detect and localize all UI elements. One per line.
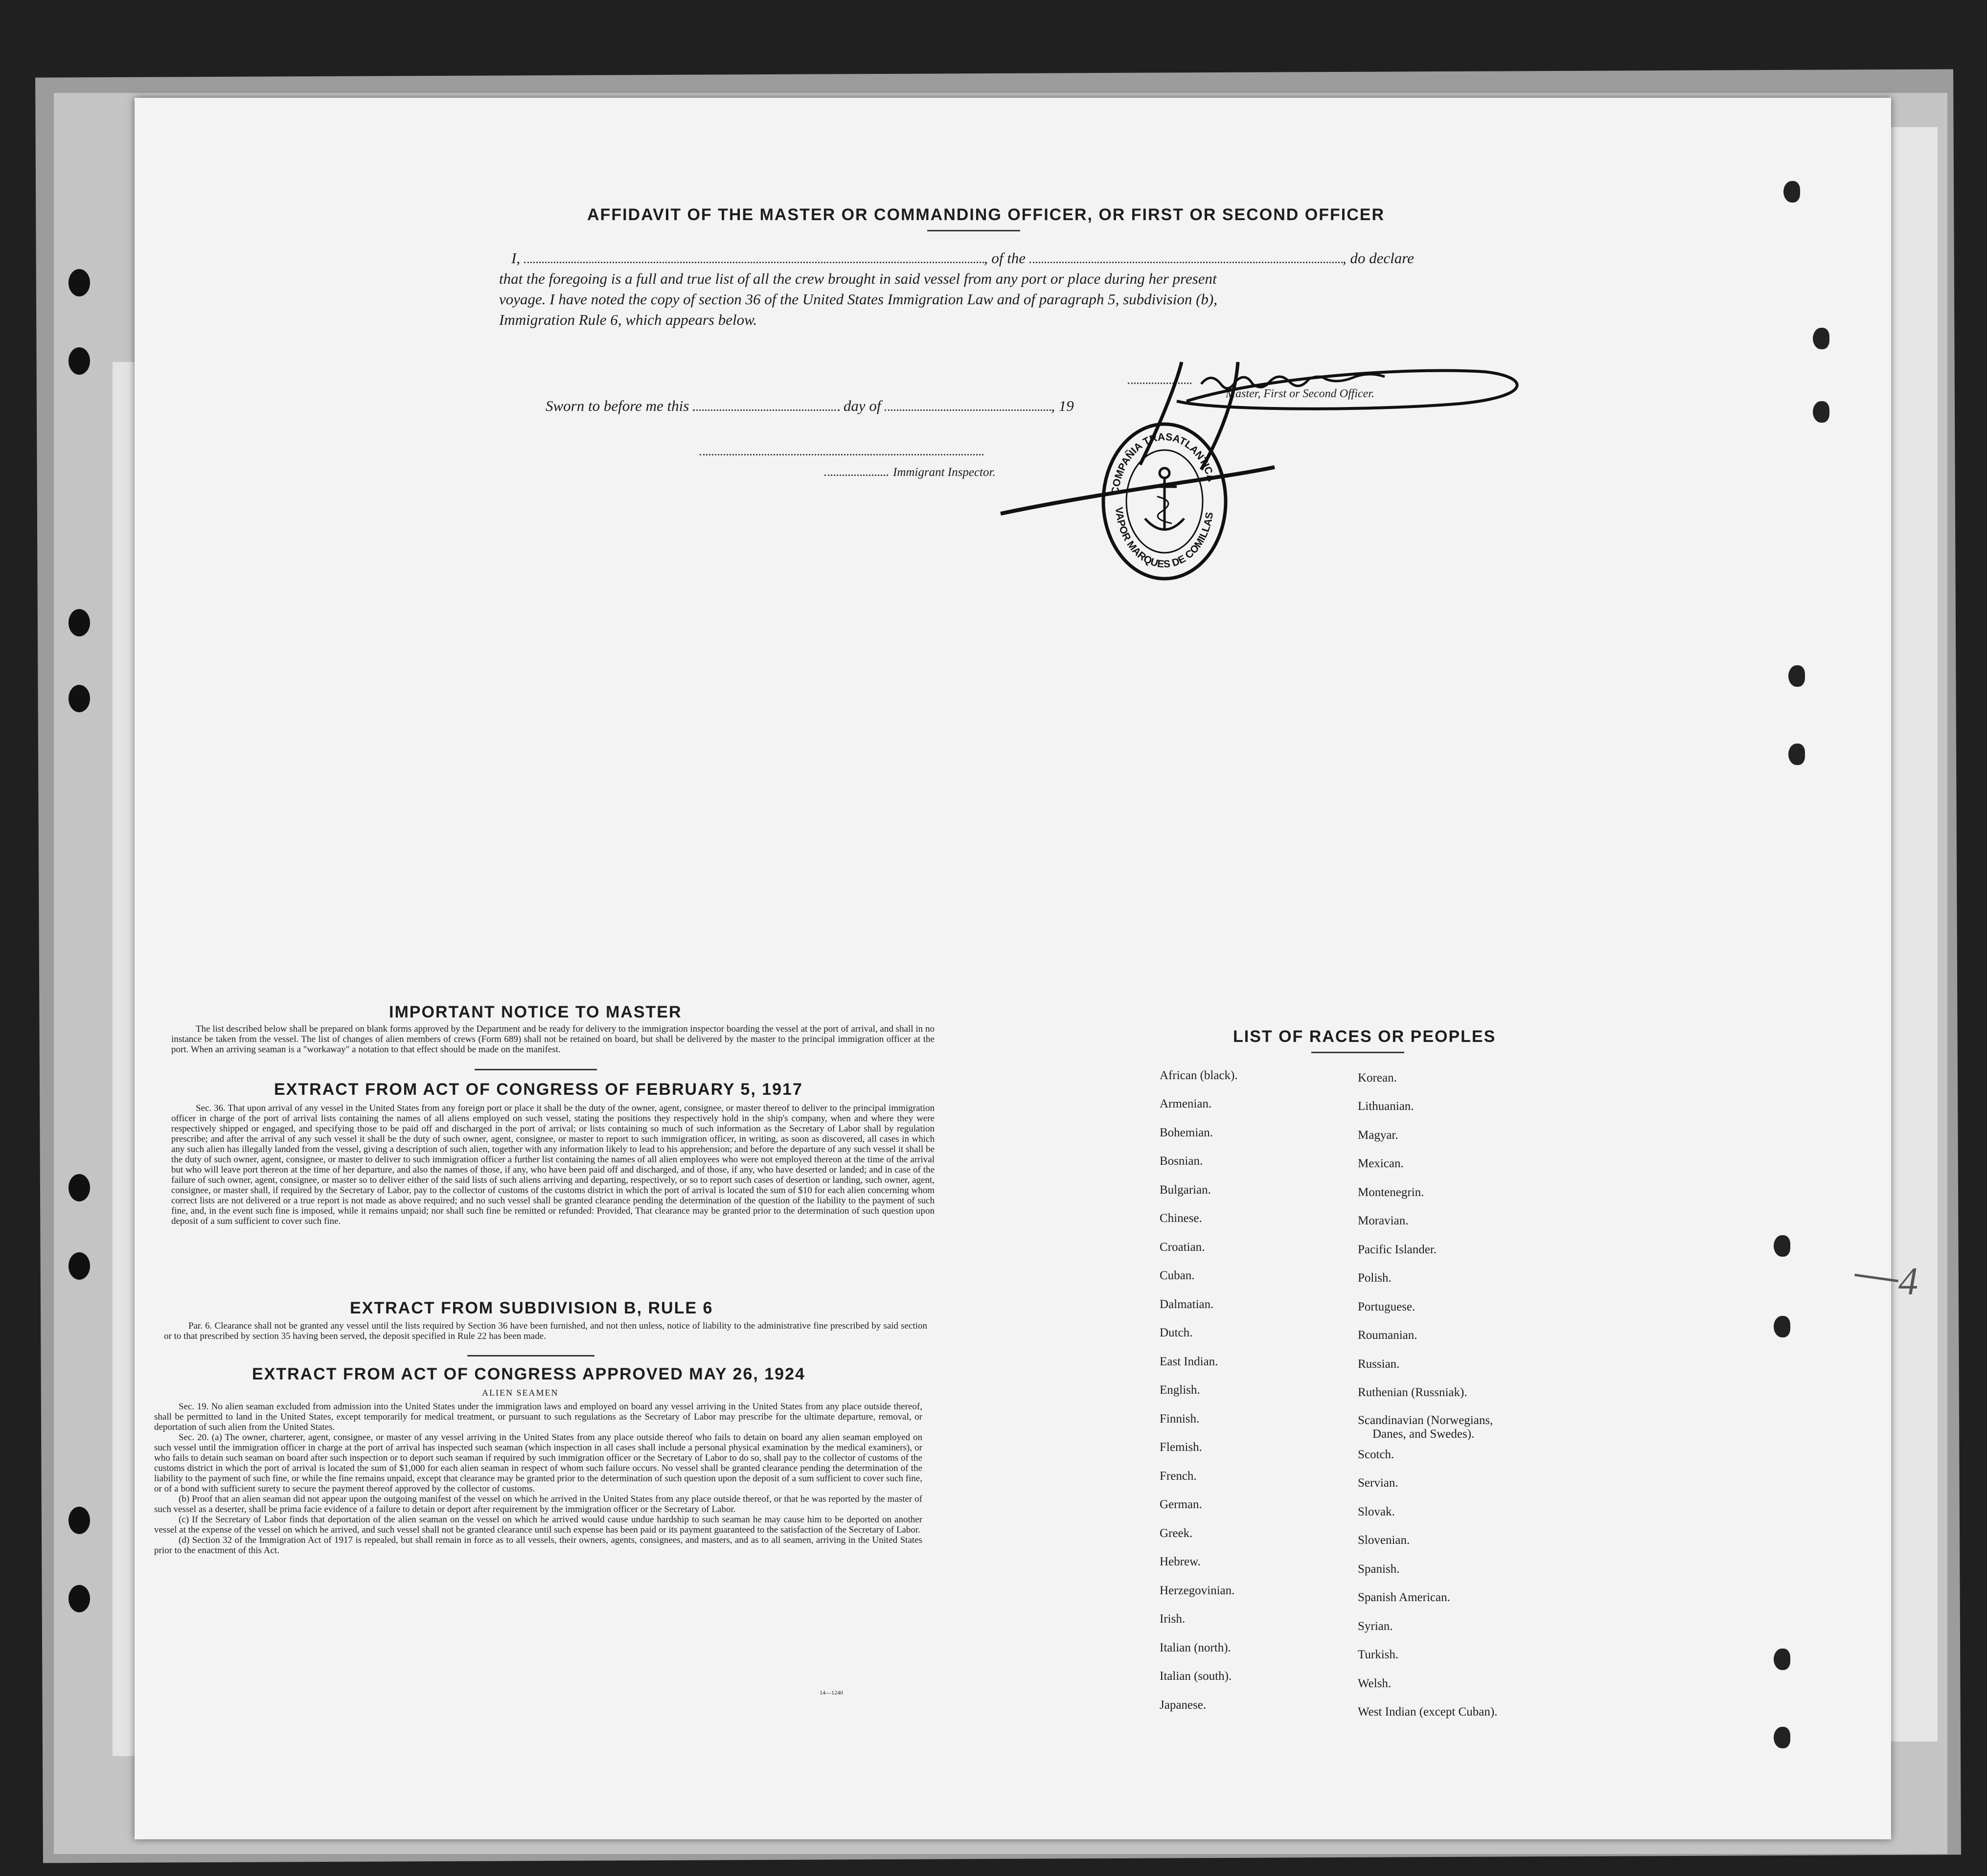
divider [475, 1069, 597, 1070]
race-item: Korean. [1358, 1071, 1397, 1085]
race-item: Armenian. [1160, 1097, 1212, 1110]
notice-title: IMPORTANT NOTICE TO MASTER [389, 1003, 682, 1021]
binder-hole [69, 1507, 90, 1534]
affidavit-of-the: , of the [983, 249, 1026, 267]
inspector-signature-line [700, 454, 983, 455]
race-item: Japanese. [1160, 1698, 1207, 1712]
binder-hole [1813, 328, 1829, 349]
race-item: East Indian. [1160, 1355, 1218, 1368]
race-item: Cuban. [1160, 1269, 1195, 1282]
binder-hole [69, 609, 90, 636]
race-item: Herzegovinian. [1160, 1584, 1235, 1597]
stamp-bottom-text: VAPOR MARQUES DE COMILLAS [1113, 506, 1216, 570]
divider [1311, 1052, 1404, 1053]
binder-hole [69, 685, 90, 712]
race-item: Welsh. [1358, 1677, 1392, 1690]
race-item: Russian. [1358, 1357, 1400, 1371]
binder-hole [1788, 744, 1805, 765]
master-label: Master, First or Second Officer. [1226, 387, 1374, 400]
race-item: Scotch. [1358, 1448, 1394, 1461]
inspector-label: Immigrant Inspector. [893, 466, 996, 479]
binder-hole [1774, 1316, 1790, 1337]
extract1-body: Sec. 36. That upon arrival of any vessel in the United States from any foreign port or place it shall be the duty of the owner, agent, consignee, or master thereof to deliver to the principal immigration officer in charge of the port of arrival lists containing the names of all aliens employed on such vessel, stating the positions they respectively hold in the ship's company, when and where they were respectively shipped or engaged, and specifying those to be paid off and discharged in the port of arrival; or lists containing so much of such information as the Secretary of Labor shall by regulation prescribe; and after the arrival of any such vessel it shall be the duty of such owner, agent, consignee, or master to report to such immigration officer, in writing, as soon as discovered, all cases in which any such alien has illegally landed from the vessel, giving a description of such alien, together with any information likely to lead to his apprehension; and before the departure of any such vessel it shall be the duty of such owner, agent, consignee, or master to deliver to such immigration officer a further list containing the names of all alien employees who were not employed thereon at the time of the arrival but who will leave port thereon at the time of her departure, and also the names of those, if any, who have been paid off and discharged, and of those, if any, who have deserted or landed; and in case of the failure of such owner, agent, consignee, or master so to deliver either of the said lists of such aliens arriving and departing, respectively, or so to report such cases of desertion or landing, such owner, agent, consignee, or master shall, if required by the Secretary of Labor, pay to the collector of customs of the customs district in which the port of arrival is located the sum of $10 for each alien concerning whom correct lists are not delivered or a true report is not made as above required; and no such vessel shall be granted clearance pending the determination of the question of the liability to the payment of such fine, and, in the event such fine is imposed, while it remains unpaid; nor shall such fine be remitted or refunded: Provided, That clearance may be granted prior to the determination of such question upon deposit of a sum sufficient to cover such fine. [171, 1103, 935, 1226]
race-item: Moravian. [1358, 1214, 1409, 1227]
race-item: Spanish American. [1358, 1591, 1450, 1604]
extract3-subtitle: ALIEN SEAMEN [482, 1388, 559, 1398]
race-item: Pacific Islander. [1358, 1243, 1437, 1256]
extract1-title: EXTRACT FROM ACT OF CONGRESS OF FEBRUARY 5, 1917 [274, 1080, 803, 1099]
extract3-title: EXTRACT FROM ACT OF CONGRESS APPROVED MAY 26, 1924 [252, 1365, 805, 1383]
notice-body: The list described below shall be prepared on blank forms approved by the Department and be ready for delivery to the immigration inspector boarding the vessel at the port of arrival, and shall in no instance be taken from the vessel. The list of changes of alien members of crews (Form 689) shall not be retained on board, but shall be delivered by the master to the principal immigration officer at the port. When an arriving seaman is a "workaway" a notation to that effect should be made on the manifest. [171, 1024, 935, 1055]
race-item: Montenegrin. [1358, 1186, 1424, 1199]
day-of-text: day of [843, 397, 881, 414]
race-item: West Indian (except Cuban). [1358, 1705, 1498, 1718]
affidavit-i: I, [511, 249, 521, 267]
race-item: Slovenian. [1358, 1534, 1410, 1547]
race-item: Mexican. [1358, 1157, 1404, 1170]
extract2-body: Par. 6. Clearance shall not be granted any vessel until the lists required by Section 36 have been furnished, and not then unless, notice of liability to the administrative fine prescribed by said section or to that prescribed by section 35 having been served, the deposit specified in Rule 22 has been made. [164, 1321, 927, 1341]
race-item: Slovak. [1358, 1505, 1395, 1518]
race-item: Italian (north). [1160, 1641, 1231, 1654]
extract2-title: EXTRACT FROM SUBDIVISION B, RULE 6 [350, 1299, 713, 1317]
race-item: English. [1160, 1383, 1200, 1397]
race-item: Finnish. [1160, 1412, 1200, 1425]
binder-hole [1788, 665, 1805, 687]
affidavit-title: AFFIDAVIT OF THE MASTER OR COMMANDING OFFICER, OR FIRST OR SECOND OFFICER [587, 205, 1385, 224]
binder-hole [1813, 401, 1829, 423]
race-item: Greek. [1160, 1527, 1193, 1540]
race-item: French. [1160, 1469, 1197, 1483]
race-item: African (black). [1160, 1069, 1238, 1082]
sworn-text: Sworn to before me this [546, 397, 689, 414]
binder-hole [1783, 181, 1800, 203]
anchor-icon [1145, 468, 1184, 531]
binder-hole [69, 1174, 90, 1201]
race-item: German. [1160, 1498, 1202, 1511]
race-item: Spanish. [1358, 1562, 1400, 1576]
race-item: Irish. [1160, 1612, 1186, 1626]
inspector-dots [824, 475, 888, 476]
master-name-blank [524, 262, 984, 263]
form-number: 14—1240 [820, 1689, 843, 1696]
race-item: Portuguese. [1358, 1300, 1416, 1313]
binder-hole [69, 1585, 90, 1612]
affidavit-line-3: voyage. I have noted the copy of section 36 of the United States Immigration Law and of paragraph 5, subdivision (b), [499, 291, 1217, 308]
race-item: Syrian. [1358, 1620, 1393, 1633]
races-title: LIST OF RACES OR PEOPLES [1233, 1027, 1496, 1046]
master-signature [971, 342, 1656, 519]
race-item: Danes, and Swedes). [1372, 1427, 1475, 1441]
race-item: Ruthenian (Russniak). [1358, 1386, 1467, 1399]
divider [467, 1355, 594, 1356]
affidavit-do-declare: , do declare [1342, 249, 1414, 267]
race-item: Chinese. [1160, 1212, 1202, 1225]
race-item: Lithuanian. [1358, 1100, 1414, 1113]
binder-hole [69, 1252, 90, 1280]
vessel-name-blank [1029, 262, 1343, 263]
race-item: Bulgarian. [1160, 1183, 1211, 1197]
company-stamp [1098, 418, 1231, 585]
race-item: Bohemian. [1160, 1126, 1213, 1139]
race-item: Bosnian. [1160, 1154, 1203, 1168]
race-item: Flemish. [1160, 1441, 1202, 1454]
race-item: Turkish. [1358, 1648, 1399, 1661]
race-item: Roumanian. [1358, 1329, 1417, 1342]
affidavit-line-4: Immigration Rule 6, which appears below. [499, 311, 757, 328]
binder-hole [69, 269, 90, 296]
race-item: Italian (south). [1160, 1670, 1232, 1683]
race-item: Croatian. [1160, 1241, 1205, 1254]
form-page [135, 98, 1891, 1839]
year-prefix: , 19 [1051, 397, 1074, 414]
divider [927, 230, 1020, 231]
race-item: Servian. [1358, 1476, 1398, 1490]
race-item: Dalmatian. [1160, 1298, 1214, 1311]
binder-hole [1774, 1727, 1790, 1748]
binder-hole [1774, 1235, 1790, 1257]
binder-hole [1774, 1649, 1790, 1670]
race-item: Scandinavian (Norwegians, [1358, 1414, 1493, 1427]
race-item: Hebrew. [1160, 1555, 1201, 1568]
binder-hole [69, 347, 90, 375]
extract3-body: Sec. 19. No alien seaman excluded from admission into the United States under the immigration laws and employed on board any vessel arriving in the United States from any place outside thereof, shall be permitted to land in the United States, except temporarily for medical treatment, or pursuant to such regulations as the Secretary of Labor may prescribe for the ultimate departure, removal, or deportation of such alien from the United States. Sec. 20. (a) The owner, charterer, agent, consignee, or master of any vessel arriving in the United States from any place outside thereof who fails to detain on board any alien seaman employed on such vessel until the immigration officer in charge at the port of arrival has inspected such seaman (which inspection in all cases shall include a personal physical examination by the medical examiners), or who fails to detain such seaman on board after such inspection or to deport such seaman if required by such immigration officer or the Secretary of Labor to do so, shall pay to the collector of customs of the customs district in which the port of arrival is located the sum of $1,000 for each alien seaman in respect of whom such failure occurs. No vessel shall be granted clearance pending the determination of the liability to the payment of such fine, or while the fine remains unpaid, except that clearance may be granted prior to the determination of such question upon the deposit of a sum sufficient to cover such fine, or of a bond with sufficient surety to secure the payment thereof approved by the collector of customs. (b) Proof that an alien seaman did not appear upon the outgoing manifest of the vessel on which he arrived in the United States from any place outside thereof, or that he was reported by the master of such vessel as a deserter, shall be prima facie evidence of a failure to detain or deport after requirement by the immigration officer or the Secretary of Labor. (c) If the Secretary of Labor finds that deportation of the alien seaman on the vessel on which he arrived would cause undue hardship to such seaman he may cause him to be deported on another vessel at the expense of the vessel on which he arrived, and such vessel shall not be granted clearance until such expense has been paid or its payment guaranteed to the satisfaction of the Secretary of Labor. (d) Section 32 of the Immigration Act of 1917 is repealed, but shall remain in force as to all vessels, their owners, agents, consignees, and masters, and as to all seamen, arriving in the United States prior to the enactment of this Act. [154, 1401, 922, 1556]
affidavit-line-2: that the foregoing is a full and true list of all the crew brought in said vessel from any port or place during her present [499, 270, 1217, 287]
stamp-top-text: COMPAÑIA TRASATLANTICA [1109, 431, 1217, 495]
race-item: Magyar. [1358, 1129, 1398, 1142]
race-item: Polish. [1358, 1271, 1392, 1285]
margin-note: 4 [1898, 1260, 1918, 1303]
race-item: Dutch. [1160, 1326, 1193, 1339]
sworn-day-blank [693, 409, 840, 411]
affidavit-line-1 [511, 249, 1414, 267]
